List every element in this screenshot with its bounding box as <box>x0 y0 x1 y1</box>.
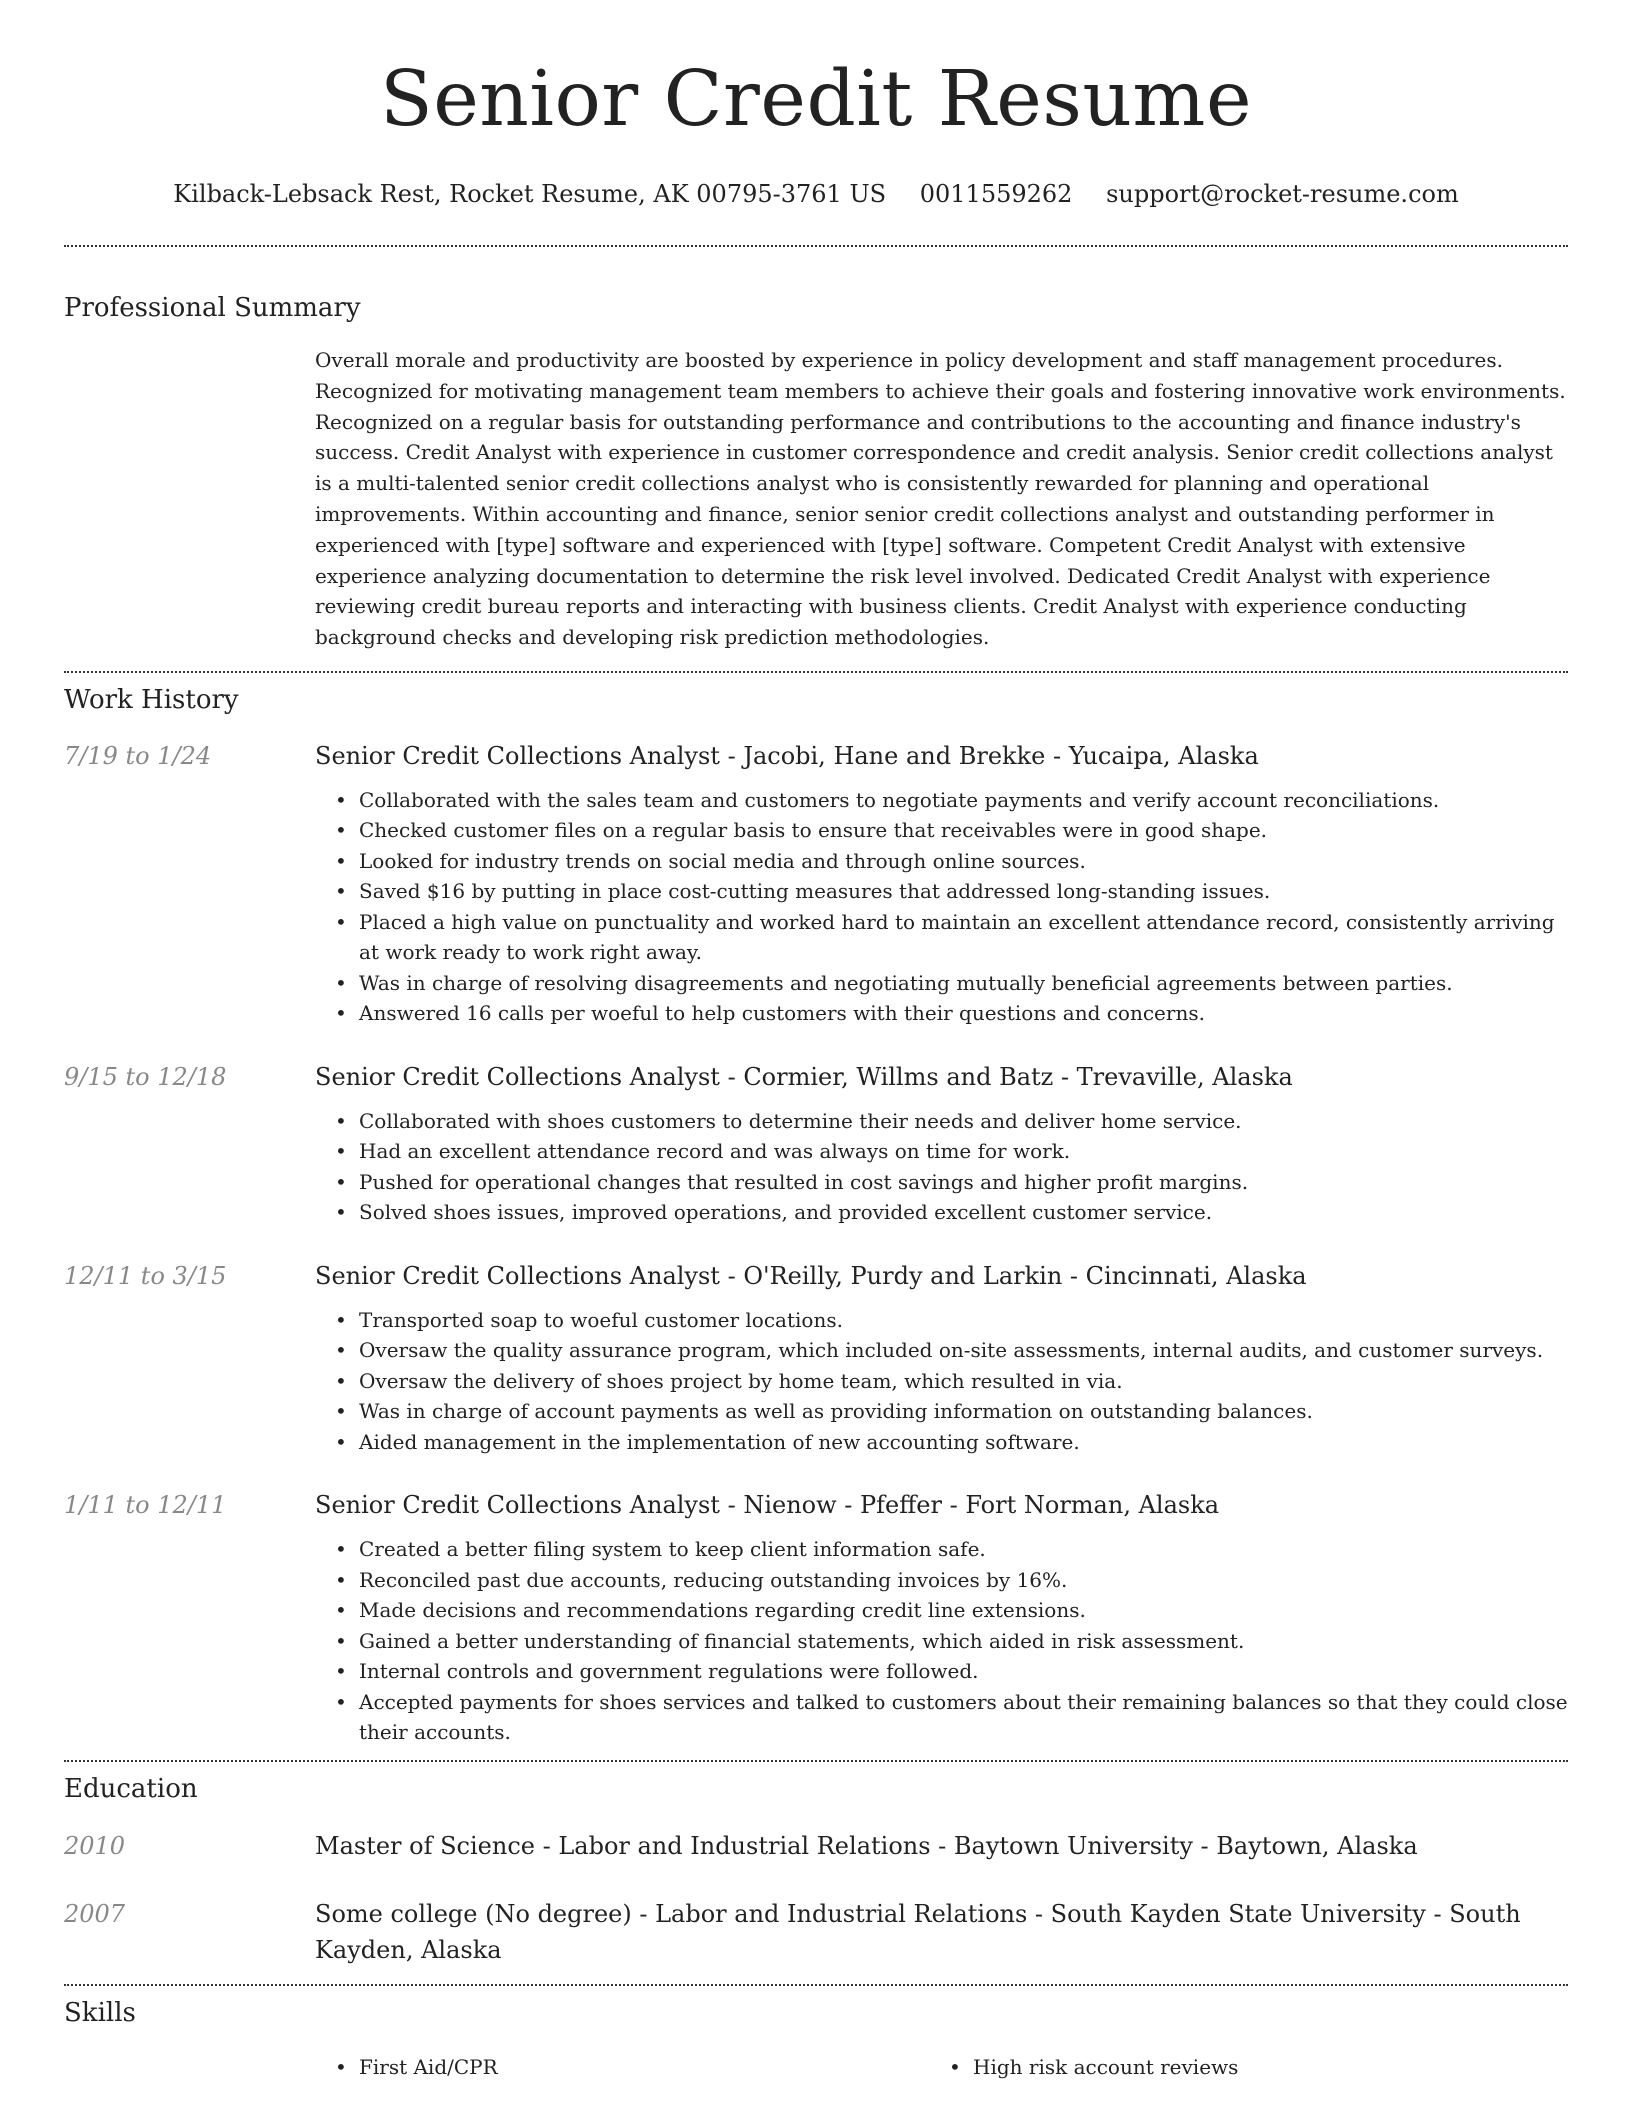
education-entry <box>64 1828 1568 1864</box>
job-content <box>315 1258 1568 1458</box>
job-bullet: • Collaborated with shoes customers to determine their needs and deliver home service. <box>359 1106 1568 1137</box>
contact-address: Kilback-Lebsack Rest, Rocket Resume, AK 00795-3761 US <box>173 180 887 208</box>
job-bullet: • Oversaw the delivery of shoes project by home team, which resulted in via. <box>359 1366 1568 1397</box>
education-heading: Education <box>64 1773 198 1804</box>
job-bullet: • Answered 16 calls per woeful to help customers with their questions and concerns. <box>359 998 1568 1029</box>
education-title: Master of Science - Labor and Industrial Relations - Baytown University - Baytown, Alaska <box>315 1831 1418 1860</box>
job-bullet: • Made decisions and recommendations regarding credit line extensions. <box>359 1595 1568 1626</box>
work-heading: Work History <box>64 684 239 715</box>
skills-column-left <box>315 2052 929 2083</box>
summary-content <box>315 345 1568 653</box>
education-year: 2010 <box>64 1831 126 1860</box>
contact-line <box>64 177 1568 211</box>
job-bullet: • Placed a high value on punctuality and worked hard to maintain an excellent attendance record, consistently arriving at work ready to work right away. <box>359 907 1568 968</box>
skills-spacer <box>64 2052 315 2083</box>
job-bullet: • Created a better filing system to keep client information safe. <box>359 1534 1568 1565</box>
education-content <box>315 1828 1568 1864</box>
skills-list <box>315 2052 929 2083</box>
job-bullet: • Pushed for operational changes that resulted in cost savings and higher profit margins. <box>359 1167 1568 1198</box>
job-bullet: • Collaborated with the sales team and customers to negotiate payments and verify account reconciliations. <box>359 785 1568 816</box>
summary-section <box>64 247 1568 653</box>
summary-spacer <box>64 345 315 653</box>
education-title: Some college (No degree) - Labor and Industrial Relations - South Kayden State University - South Kayden, Alaska <box>315 1899 1521 1964</box>
job-bullet: • Looked for industry trends on social media and through online sources. <box>359 846 1568 877</box>
job-bullet: • Solved shoes issues, improved operations, and provided excellent customer service. <box>359 1197 1568 1228</box>
skills-grid <box>315 2052 1568 2083</box>
job-entry <box>64 738 1568 1029</box>
education-content <box>315 1896 1568 1968</box>
job-title: Senior Credit Collections Analyst - Nienow - Pfeffer - Fort Norman, Alaska <box>315 1491 1220 1520</box>
job-title: Senior Credit Collections Analyst - Jacobi, Hane and Brekke - Yucaipa, Alaska <box>315 741 1259 770</box>
job-dates: 1/11 to 12/11 <box>64 1491 227 1520</box>
job-title: Senior Credit Collections Analyst - O'Reilly, Purdy and Larkin - Cincinnati, Alaska <box>315 1261 1307 1290</box>
job-bullet: • Oversaw the quality assurance program, which included on-site assessments, internal audits, and customer surveys. <box>359 1335 1568 1366</box>
resume-title: Senior Credit Resume <box>379 55 1253 144</box>
education-entry <box>64 1896 1568 1968</box>
job-content <box>315 1059 1568 1228</box>
job-bullet: • Was in charge of resolving disagreements and negotiating mutually beneficial agreements between parties. <box>359 968 1568 999</box>
summary-text: Overall morale and productivity are boosted by experience in policy development and staff management procedures. Recognized for motivating management team members to achieve their goals and fostering innovative work environments. Recognized on a regular basis for outstanding performance and contributions to the accounting and finance industry's success. Credit Analyst with experience in customer correspondence and credit analysis. Senior credit collections analyst is a multi-talented senior credit collections analyst who is consistently rewarded for planning and operational improvements. Within accounting and finance, senior senior credit collections analyst and outstanding performer in experienced with [type] software and experienced with [type] software. Competent Credit Analyst with extensive experience analyzing documentation to determine the risk level involved. Dedicated Credit Analyst with experience reviewing credit bureau reports and interacting with business clients. Credit Analyst with experience conducting background checks and developing risk prediction methodologies. <box>315 348 1566 650</box>
job-entry <box>64 1059 1568 1228</box>
job-bullet: • Gained a better understanding of financial statements, which aided in risk assessment. <box>359 1626 1568 1657</box>
job-bullet: • Transported soap to woeful customer locations. <box>359 1305 1568 1336</box>
job-bullets <box>315 1305 1568 1458</box>
skills-row <box>64 2052 1568 2083</box>
job-dates: 7/19 to 1/24 <box>64 741 212 770</box>
job-bullet: • Checked customer files on a regular basis to ensure that receivables were in good shape. <box>359 815 1568 846</box>
job-dates: 9/15 to 12/18 <box>64 1062 227 1091</box>
contact-phone: 0011559262 <box>919 180 1073 208</box>
skills-list <box>929 2052 1543 2083</box>
job-title: Senior Credit Collections Analyst - Cormier, Willms and Batz - Trevaville, Alaska <box>315 1062 1293 1091</box>
summary-heading: Professional Summary <box>64 293 361 323</box>
work-section <box>64 673 1568 1748</box>
contact-email: support@rocket-resume.com <box>1106 180 1459 208</box>
skills-section <box>64 1986 1568 2083</box>
job-bullet: • Reconciled past due accounts, reducing outstanding invoices by 16%. <box>359 1565 1568 1596</box>
job-bullet: • Internal controls and government regulations were followed. <box>359 1656 1568 1687</box>
job-bullet: • Was in charge of account payments as well as providing information on outstanding balances. <box>359 1396 1568 1427</box>
skill-item: • First Aid/CPR <box>359 2052 929 2083</box>
job-bullets <box>315 1534 1568 1748</box>
job-bullet: • Had an excellent attendance record and was always on time for work. <box>359 1136 1568 1167</box>
education-year: 2007 <box>64 1899 126 1928</box>
summary-row <box>64 345 1568 653</box>
job-entry <box>64 1487 1568 1748</box>
job-bullets <box>315 1106 1568 1228</box>
job-bullet: • Aided management in the implementation of new accounting software. <box>359 1427 1568 1458</box>
job-bullet: • Saved $16 by putting in place cost-cutting measures that addressed long-standing issues. <box>359 876 1568 907</box>
job-dates: 12/11 to 3/15 <box>64 1261 227 1290</box>
skills-column-right <box>929 2052 1543 2083</box>
job-content <box>315 738 1568 1029</box>
education-section <box>64 1762 1568 1968</box>
job-bullets <box>315 785 1568 1029</box>
job-bullet: • Accepted payments for shoes services and talked to customers about their remaining balances so that they could close their accounts. <box>359 1687 1568 1748</box>
job-content <box>315 1487 1568 1748</box>
skills-heading: Skills <box>64 1997 136 2028</box>
skill-item: • High risk account reviews <box>973 2052 1543 2083</box>
job-entry <box>64 1258 1568 1458</box>
